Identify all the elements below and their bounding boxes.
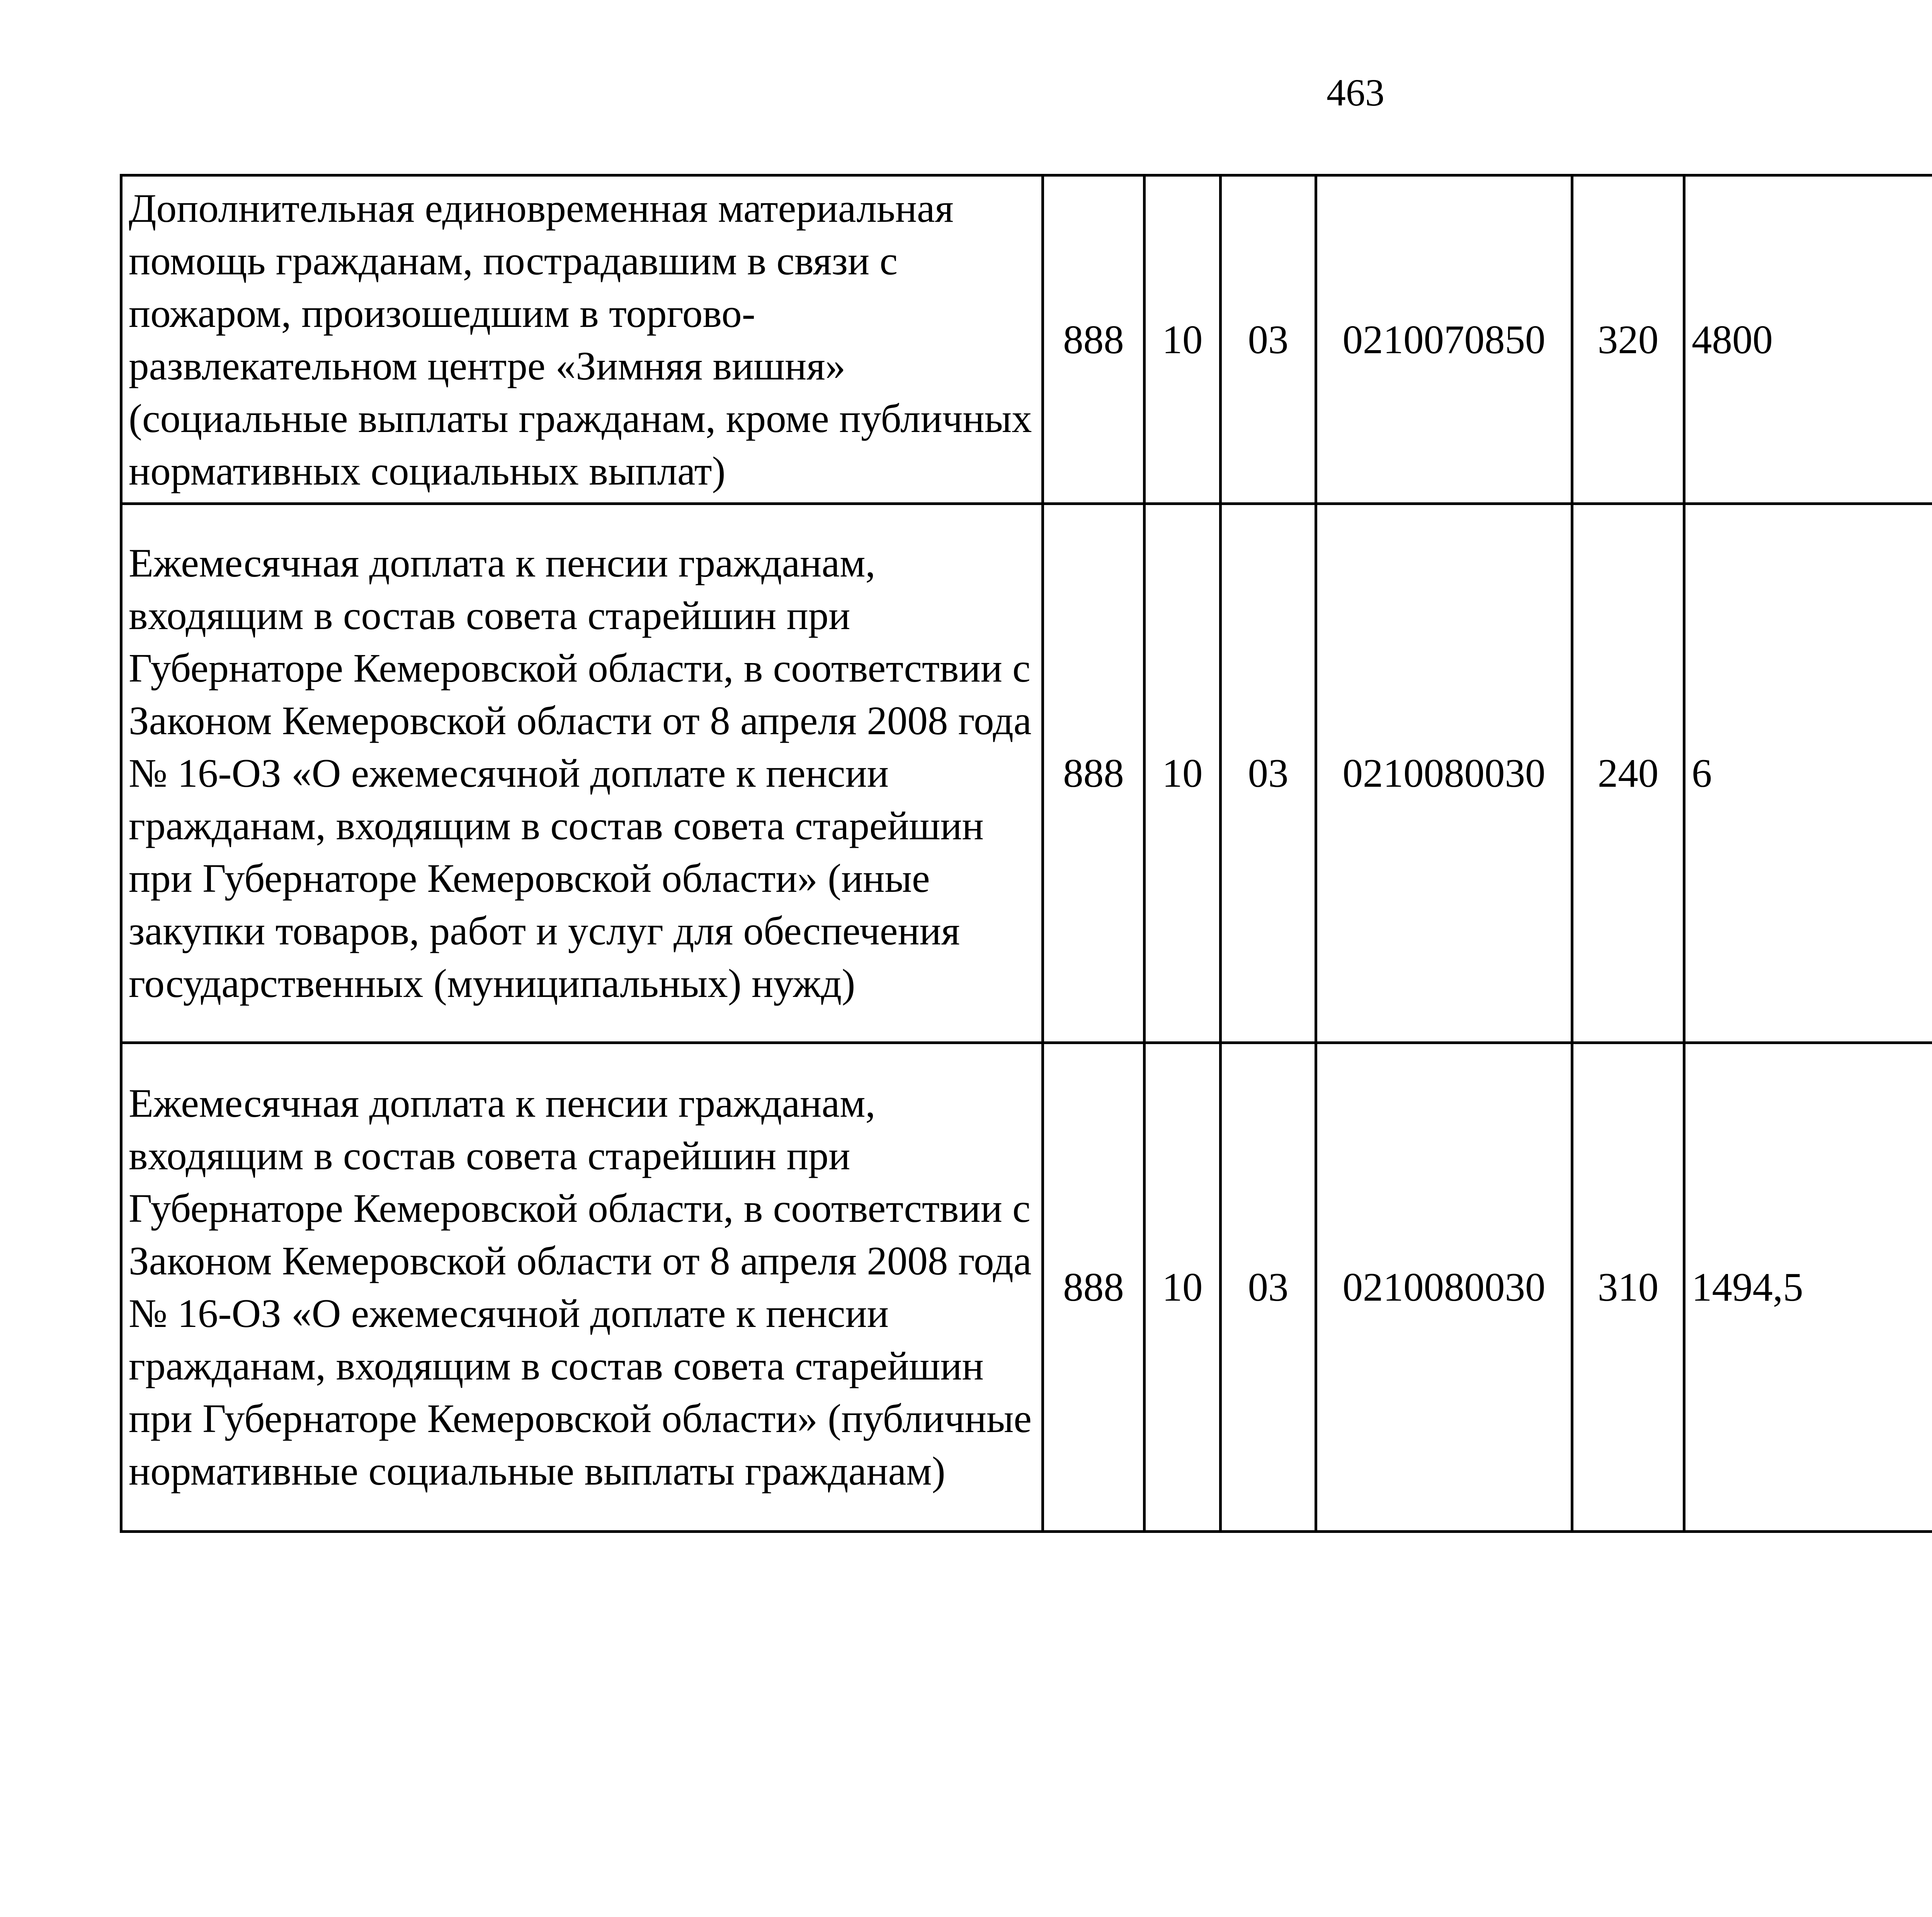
amount-cell-1: 6: [1684, 504, 1932, 1043]
subsection-code: 03: [1221, 504, 1316, 1043]
section-code: 10: [1145, 175, 1221, 504]
ministry-code: 888: [1043, 1043, 1145, 1532]
table-row: [121, 1043, 1932, 1532]
budget-table: [120, 174, 1932, 1533]
table-row: [121, 504, 1932, 1043]
section-code: 10: [1145, 1043, 1221, 1532]
expense-type-code: 320: [1572, 175, 1684, 504]
row-description: Ежемесячная доплата к пенсии гражданам, входящим в состав совета старейшин при Губернаторе Кемеровской области, в соответствии с Законом Кемеровской области от 8 апреля 2008 года № 16-ОЗ «О ежемесячной доплате к пенсии гражданам, входящим в состав совета старейшин при Губернаторе Кемеровской области» (публичные нормативные социальные выплаты гражданам): [121, 1043, 1043, 1532]
row-description: Ежемесячная доплата к пенсии гражданам, входящим в состав совета старейшин при Губернаторе Кемеровской области, в соответствии с Законом Кемеровской области от 8 апреля 2008 года № 16-ОЗ «О ежемесячной доплате к пенсии гражданам, входящим в состав совета старейшин при Губернаторе Кемеровской области» (иные закупки товаров, работ и услуг для обеспечения государственных (муниципальных) нужд): [121, 504, 1043, 1043]
expense-type-code: 240: [1572, 504, 1684, 1043]
ministry-code: 888: [1043, 175, 1145, 504]
target-article-code: 0210080030: [1316, 504, 1572, 1043]
amount-cell-1: 4800: [1684, 175, 1932, 504]
ministry-code: 888: [1043, 504, 1145, 1043]
expense-type-code: 310: [1572, 1043, 1684, 1532]
row-description: Дополнительная единовременная материальная помощь гражданам, пострадавшим в связи с пожаром, произошедшим в торгово-развлекательном центре «Зимняя вишня» (социальные выплаты гражданам, кроме публичных нормативных социальных выплат): [121, 175, 1043, 504]
subsection-code: 03: [1221, 1043, 1316, 1532]
target-article-code: 0210080030: [1316, 1043, 1572, 1532]
page-number: 463: [1327, 71, 1384, 114]
subsection-code: 03: [1221, 175, 1316, 504]
target-article-code: 0210070850: [1316, 175, 1572, 504]
amount-cell-1: 1494,5: [1684, 1043, 1932, 1532]
section-code: 10: [1145, 504, 1221, 1043]
table-row: [121, 175, 1932, 504]
